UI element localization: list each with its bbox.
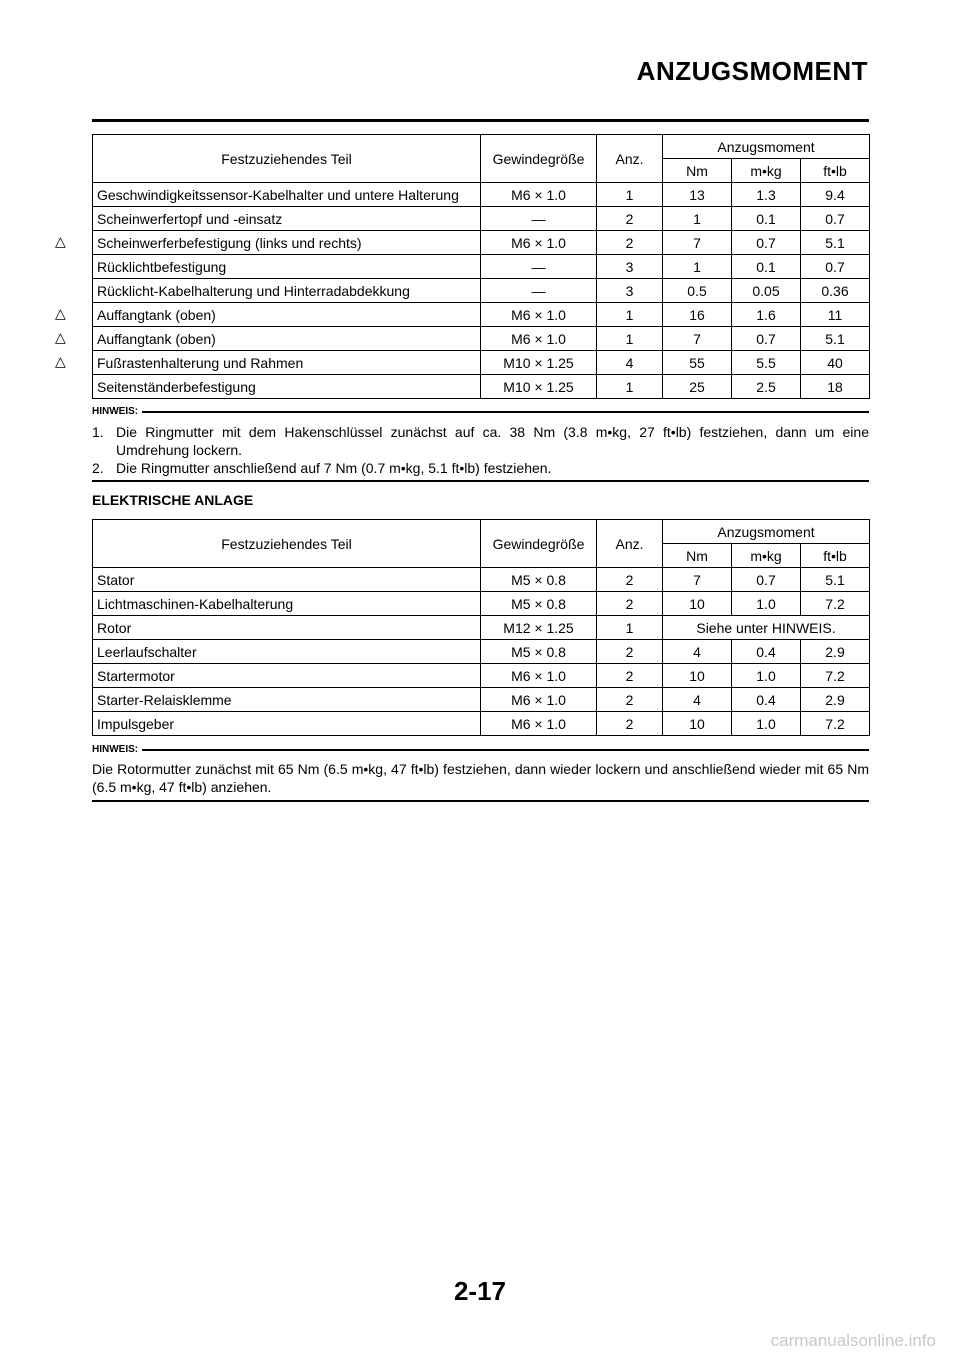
note-1 (92, 423, 869, 477)
cell-qty: 1 (597, 616, 663, 640)
cell-ftlb: 11 (801, 303, 870, 327)
table-row (93, 664, 870, 688)
table-row (93, 183, 870, 207)
cell-thread: M6 × 1.0 (481, 688, 597, 712)
header-thread: Gewindegröße (481, 520, 597, 568)
cell-qty: 2 (597, 640, 663, 664)
cell-part (55, 303, 481, 327)
cell-mkg: 0.4 (732, 688, 801, 712)
part-label: Geschwindigkeitssensor-Kabelhalter und untere Halterung (97, 186, 459, 203)
cell-mkg: 5.5 (732, 351, 801, 375)
table-row (93, 616, 870, 640)
header-mkg: m•kg (732, 159, 801, 183)
part-label: Auffangtank (oben) (97, 330, 216, 347)
cell-part (55, 327, 481, 351)
note-label: HINWEIS: (92, 406, 139, 417)
table-row (93, 640, 870, 664)
cell-part (93, 279, 481, 303)
header-torque: Anzugsmoment (663, 520, 870, 544)
cell-mkg: 1.0 (732, 712, 801, 736)
table-row (93, 303, 870, 327)
cell-mkg: 2.5 (732, 375, 801, 399)
cell-qty: 1 (597, 303, 663, 327)
cell-part (93, 207, 481, 231)
part-label: Fußrastenhalterung und Rahmen (97, 354, 304, 371)
cell-thread: M10 × 1.25 (481, 351, 597, 375)
table-row (93, 327, 870, 351)
cell-qty: 2 (597, 231, 663, 255)
cell-thread: M6 × 1.0 (481, 712, 597, 736)
cell-nm: 1 (663, 255, 732, 279)
cell-mkg: 0.05 (732, 279, 801, 303)
note-rule (142, 749, 869, 751)
cell-part: Stator (93, 568, 481, 592)
cell-ftlb: 18 (801, 375, 870, 399)
table-row (93, 592, 870, 616)
cell-part (93, 183, 481, 207)
part-label: Rücklichtbefestigung (97, 258, 227, 275)
cell-part: Lichtmaschinen-Kabelhalterung (93, 592, 481, 616)
header-qty: Anz. (597, 135, 663, 183)
note-2: Die Rotormutter zunächst mit 65 Nm (6.5 m•kg, 47 ft•lb) festziehen, dann wieder lockern und anschließend wieder mit 65 Nm (6.5 m•kg, 47 ft•lb) anziehen. (92, 761, 869, 795)
note-item: 1. Die Ringmutter mit dem Hakenschlüssel zunächst auf ca. 38 Nm (3.8 m•kg, 27 ft•lb) festziehen, dann um eine Umdrehung lockern. (92, 424, 869, 458)
cell-mkg: 0.7 (732, 327, 801, 351)
cell-nm: 1 (663, 207, 732, 231)
header-qty: Anz. (597, 520, 663, 568)
cell-thread: — (481, 207, 597, 231)
cell-mkg: 1.3 (732, 183, 801, 207)
cell-ftlb: 0.7 (801, 255, 870, 279)
cell-mkg: 0.1 (732, 255, 801, 279)
cell-ftlb: 9.4 (801, 183, 870, 207)
cell-qty: 4 (597, 351, 663, 375)
header-part: Festzuziehendes Teil (93, 520, 481, 568)
cell-thread: M6 × 1.0 (481, 231, 597, 255)
part-label: Rücklicht-Kabelhalterung und Hinterradabdekkung (97, 282, 410, 299)
table-row (93, 255, 870, 279)
cell-thread: — (481, 255, 597, 279)
cell-ftlb: 2.9 (801, 688, 870, 712)
cell-qty: 1 (597, 183, 663, 207)
note-heading (92, 744, 869, 755)
cell-ftlb: 5.1 (801, 327, 870, 351)
torque-table-electrical (92, 519, 870, 736)
cell-mkg: 1.0 (732, 664, 801, 688)
cell-thread: M6 × 1.0 (481, 327, 597, 351)
cell-mkg: 0.4 (732, 640, 801, 664)
note-rule (142, 411, 869, 413)
cell-merged-note: Siehe unter HINWEIS. (663, 616, 870, 640)
watermark: carmanualsonline.info (770, 1331, 936, 1350)
cell-qty: 3 (597, 279, 663, 303)
cell-mkg: 0.7 (732, 231, 801, 255)
table-row (93, 279, 870, 303)
cell-part (55, 231, 481, 255)
header-part: Festzuziehendes Teil (93, 135, 481, 183)
header-torque: Anzugsmoment (663, 135, 870, 159)
table-row (93, 688, 870, 712)
cell-nm: 16 (663, 303, 732, 327)
cell-thread: M12 × 1.25 (481, 616, 597, 640)
note-item: 2. Die Ringmutter anschließend auf 7 Nm (0.7 m•kg, 5.1 ft•lb) festziehen. (92, 460, 552, 476)
part-label: Seitenständerbefestigung (97, 378, 256, 395)
header-nm: Nm (663, 159, 732, 183)
cell-mkg: 1.0 (732, 592, 801, 616)
table-row (93, 712, 870, 736)
header-thread: Gewindegröße (481, 135, 597, 183)
title-rule (92, 119, 869, 122)
cell-thread: M5 × 0.8 (481, 568, 597, 592)
cell-thread: M5 × 0.8 (481, 592, 597, 616)
cell-nm: 0.5 (663, 279, 732, 303)
cell-ftlb: 7.2 (801, 712, 870, 736)
cell-nm: 4 (663, 640, 732, 664)
cell-ftlb: 7.2 (801, 592, 870, 616)
page-title: ANZUGSMOMENT (636, 56, 868, 86)
cell-qty: 2 (597, 568, 663, 592)
cell-qty: 2 (597, 688, 663, 712)
section-title-electrical: ELEKTRISCHE ANLAGE (92, 492, 254, 508)
cell-nm: 4 (663, 688, 732, 712)
table-row (93, 231, 870, 255)
cell-qty: 3 (597, 255, 663, 279)
cell-ftlb: 5.1 (801, 568, 870, 592)
cell-thread: M6 × 1.0 (481, 183, 597, 207)
cell-thread: — (481, 279, 597, 303)
part-label: Scheinwerferbefestigung (links und rechts) (97, 234, 362, 251)
note-heading (92, 406, 869, 417)
cell-mkg: 0.1 (732, 207, 801, 231)
table-row (93, 375, 870, 399)
section-rule (92, 800, 869, 802)
cell-part: Leerlaufschalter (93, 640, 481, 664)
triangle-mark-icon: △ (55, 329, 66, 345)
cell-part: Impulsgeber (93, 712, 481, 736)
cell-nm: 7 (663, 231, 732, 255)
cell-mkg: 0.7 (732, 568, 801, 592)
header-ftlb: ft•lb (801, 544, 870, 568)
part-label: Scheinwerfertopf und -einsatz (97, 210, 283, 227)
cell-qty: 1 (597, 327, 663, 351)
cell-part (93, 255, 481, 279)
cell-qty: 2 (597, 207, 663, 231)
cell-part (55, 351, 481, 375)
cell-thread: M5 × 0.8 (481, 640, 597, 664)
cell-thread: M6 × 1.0 (481, 303, 597, 327)
cell-ftlb: 40 (801, 351, 870, 375)
cell-thread: M10 × 1.25 (481, 375, 597, 399)
cell-ftlb: 7.2 (801, 664, 870, 688)
cell-qty: 2 (597, 712, 663, 736)
table-row (93, 207, 870, 231)
cell-nm: 7 (663, 568, 732, 592)
cell-nm: 7 (663, 327, 732, 351)
cell-ftlb: 5.1 (801, 231, 870, 255)
torque-table-chassis (55, 134, 870, 399)
cell-nm: 13 (663, 183, 732, 207)
cell-part (93, 375, 481, 399)
cell-thread: M6 × 1.0 (481, 664, 597, 688)
table-row (93, 568, 870, 592)
cell-nm: 25 (663, 375, 732, 399)
note-label: HINWEIS: (92, 744, 139, 755)
section-rule (92, 480, 869, 482)
cell-ftlb: 0.36 (801, 279, 870, 303)
table-row (93, 351, 870, 375)
header-nm: Nm (663, 544, 732, 568)
header-ftlb: ft•lb (801, 159, 870, 183)
cell-part: Starter-Relaisklemme (93, 688, 481, 712)
cell-ftlb: 0.7 (801, 207, 870, 231)
cell-qty: 1 (597, 375, 663, 399)
cell-ftlb: 2.9 (801, 640, 870, 664)
triangle-mark-icon: △ (55, 353, 66, 369)
cell-mkg: 1.6 (732, 303, 801, 327)
cell-part: Rotor (93, 616, 481, 640)
cell-nm: 55 (663, 351, 732, 375)
triangle-mark-icon: △ (55, 305, 66, 321)
cell-nm: 10 (663, 664, 732, 688)
cell-nm: 10 (663, 712, 732, 736)
page-number: 2-17 (453, 1276, 507, 1306)
cell-nm: 10 (663, 592, 732, 616)
cell-part: Startermotor (93, 664, 481, 688)
cell-qty: 2 (597, 664, 663, 688)
part-label: Auffangtank (oben) (97, 306, 216, 323)
cell-qty: 2 (597, 592, 663, 616)
header-mkg: m•kg (732, 544, 801, 568)
triangle-mark-icon: △ (55, 233, 66, 249)
